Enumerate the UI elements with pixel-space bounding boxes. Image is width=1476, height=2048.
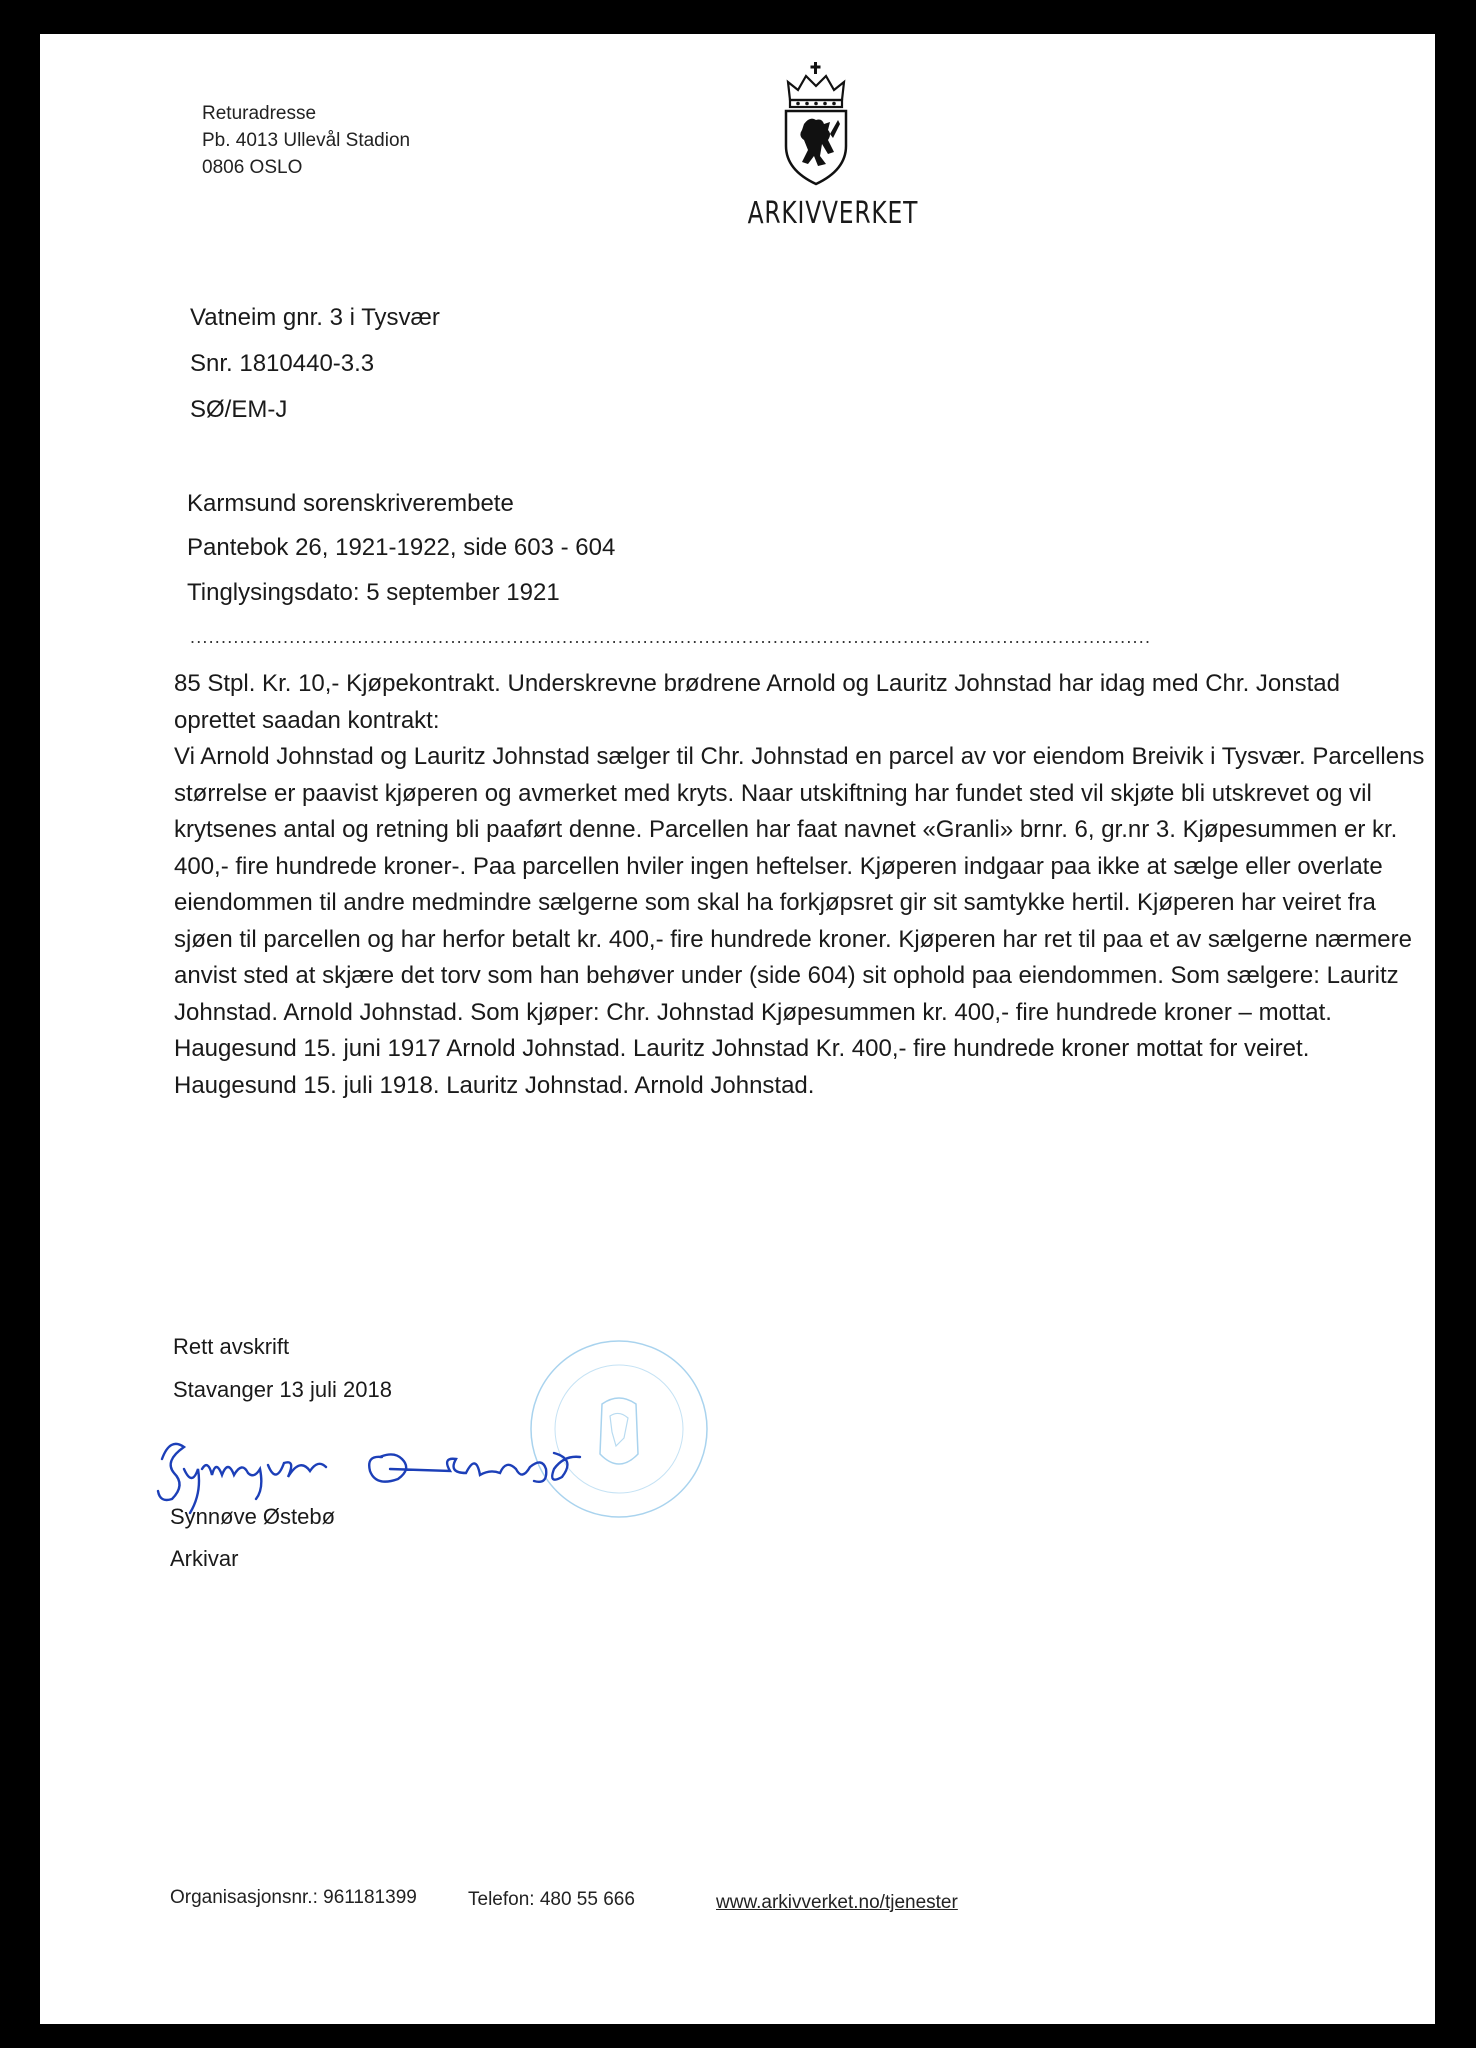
- footer-website-link[interactable]: www.arkivverket.no/tjenester: [716, 1892, 958, 1913]
- organization-name: ARKIVVERKET: [747, 196, 919, 231]
- signatory-name: Synnøve Østebø: [170, 1504, 336, 1529]
- registration-date: Tinglysingsdato: 5 september 1921: [187, 579, 560, 606]
- transcript-paragraph: 85 Stpl. Kr. 10,- Kjøpekontrakt. Underskrevne brødrene Arnold og Lauritz Johnstad har idag med Chr. Jonstad oprettet saadan kontrakt:: [174, 670, 1340, 734]
- return-address-city: 0806 OSLO: [202, 157, 303, 178]
- certification-statement: Rett avskrift: [173, 1334, 290, 1359]
- footer-phone: Telefon: 480 55 666: [468, 1889, 635, 1910]
- source-book: Pantebok 26, 1921-1922, side 603 - 604: [187, 534, 616, 561]
- coat-of-arms-icon: [776, 60, 856, 188]
- signatory-title: Arkivar: [170, 1546, 239, 1571]
- source-office: Karmsund sorenskriverembete: [187, 490, 514, 517]
- return-address: [202, 100, 410, 181]
- document-page: [40, 34, 1435, 2024]
- serial-number: Snr. 1810440-3.3: [190, 350, 375, 377]
- case-initials: SØ/EM-J: [190, 396, 288, 423]
- separator-line: ...........................................................................................................................................................: [190, 627, 1152, 647]
- return-address-label: Returadresse: [202, 103, 317, 124]
- return-address-box: Pb. 4013 Ullevål Stadion: [202, 130, 411, 151]
- footer-org-number: Organisasjonsnr.: 961181399: [170, 1887, 417, 1908]
- transcript-paragraph: Vi Arnold Johnstad og Lauritz Johnstad sælger til Chr. Johnstad en parcel av vor eiendom Breivik i Tysvær. Parcellens størrelse er paavist kjøperen og avmerket med kryts. Naar utskiftning har fundet sted vil skjøte bli utskrevet og vil krytsenes antal og retning bli paaført denne. Parcellen har faat navnet «Granli» brnr. 6, gr.nr 3. Kjøpesummen er kr. 400,- fire hundrede kroner-. Paa parcellen hviler ingen heftelser. Kjøperen indgaar paa ikke at sælge eller overlate eiendommen til andre medmindre sælgerne som skal ha forkjøpsret gir sit samtykke hertil. Kjøperen har veiret fra sjøen til parcellen og har herfor betalt kr. 400,- fire hundrede kroner. Kjøperen har ret til paa et av sælgerne nærmere anvist sted at skjære det torv som han behøver under (side 604) sit ophold paa eiendommen. Som sælgere: Lauritz Johnstad. Arnold Johnstad. Som kjøper: Chr. Johnstad Kjøpesummen kr. 400,- fire hundrede kroner – mottat. Haugesund 15. juni 1917 Arnold Johnstad. Lauritz Johnstad Kr. 400,- fire hundrede kroner mottat for veiret. Haugesund 15. juli 1918. Lauritz Johnstad. Arnold Johnstad.: [174, 743, 1425, 1099]
- transcript-body: [174, 666, 1426, 1104]
- certification-place-date: Stavanger 13 juli 2018: [173, 1377, 392, 1402]
- property-reference: Vatneim gnr. 3 i Tysvær: [190, 304, 440, 331]
